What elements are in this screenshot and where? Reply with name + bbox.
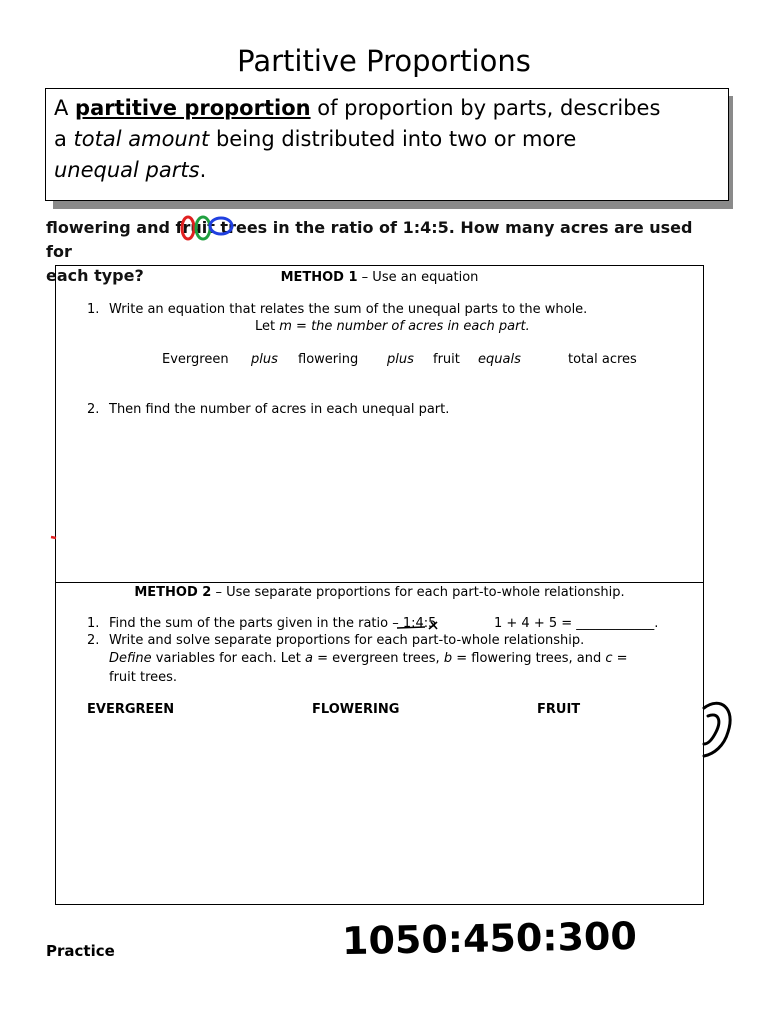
column-header-fruit: FRUIT [537, 702, 581, 717]
method-2-sum-blank: 1 + 4 + 5 = ____________. [494, 616, 659, 631]
method-2-heading: METHOD 2 – Use separate proportions for each part-to-whole relationship. [134, 585, 625, 600]
method-1-step-1-number: 1. [87, 302, 100, 317]
method-1-step-2: Then find the number of acres in each unequal part. [109, 402, 450, 417]
definition-term: partitive proportion [75, 96, 311, 120]
equation-word-evergreen: Evergreen [162, 352, 229, 367]
method-2-step-1: Find the sum of the parts given in the ratio – 1:4:5 [109, 616, 437, 631]
definition-line-3: unequal parts. [54, 158, 207, 182]
method-1-heading: METHOD 1 – Use an equation [280, 270, 479, 285]
method-2-step-1-number: 1. [87, 616, 100, 631]
problem-line-3: each type? [46, 266, 144, 285]
column-header-flowering: FLOWERING [312, 702, 400, 717]
handwritten-loops [178, 214, 238, 244]
handwritten-answer [341, 912, 638, 964]
problem-line-2: flowering and fruit trees in the ratio of 1:4:5. How many acres are used for [46, 218, 693, 261]
handwritten-ratio: 1050:450:300 [341, 913, 638, 964]
column-header-evergreen: EVERGREEN [87, 702, 175, 717]
equation-word-equals: equals [478, 352, 521, 367]
page-title: Partitive Proportions [237, 44, 531, 78]
definition-line-2: a total amount being distributed into two or more [54, 127, 577, 151]
equation-word-flowering: flowering [298, 352, 359, 367]
practice-heading: Practice [46, 942, 115, 960]
equation-word-plus-2: plus [387, 352, 414, 367]
definition-box [45, 88, 729, 201]
method-2-define-line: Define variables for each. Let a = evergreen trees, b = flowering trees, and c = [109, 651, 628, 666]
method-1-step-2-number: 2. [87, 402, 100, 417]
red-mark [50, 533, 58, 541]
method-2-step-2-number: 2. [87, 633, 100, 648]
method-2-step-2: Write and solve separate proportions for each part-to-whole relationship. [109, 633, 585, 648]
method-1-step-1: Write an equation that relates the sum of the unequal parts to the whole. [109, 302, 588, 317]
method-1-let-statement: Let m = the number of acres in each part. [255, 319, 530, 334]
equation-word-total-acres: total acres [568, 352, 637, 367]
method-2-define-line-2: fruit trees. [109, 670, 178, 685]
handwritten-strike [395, 618, 445, 634]
equation-word-plus-1: plus [251, 352, 278, 367]
handwritten-arc [700, 698, 740, 762]
definition-line-1: A partitive proportion of proportion by parts, describes [54, 96, 661, 120]
equation-word-fruit: fruit [433, 352, 460, 367]
